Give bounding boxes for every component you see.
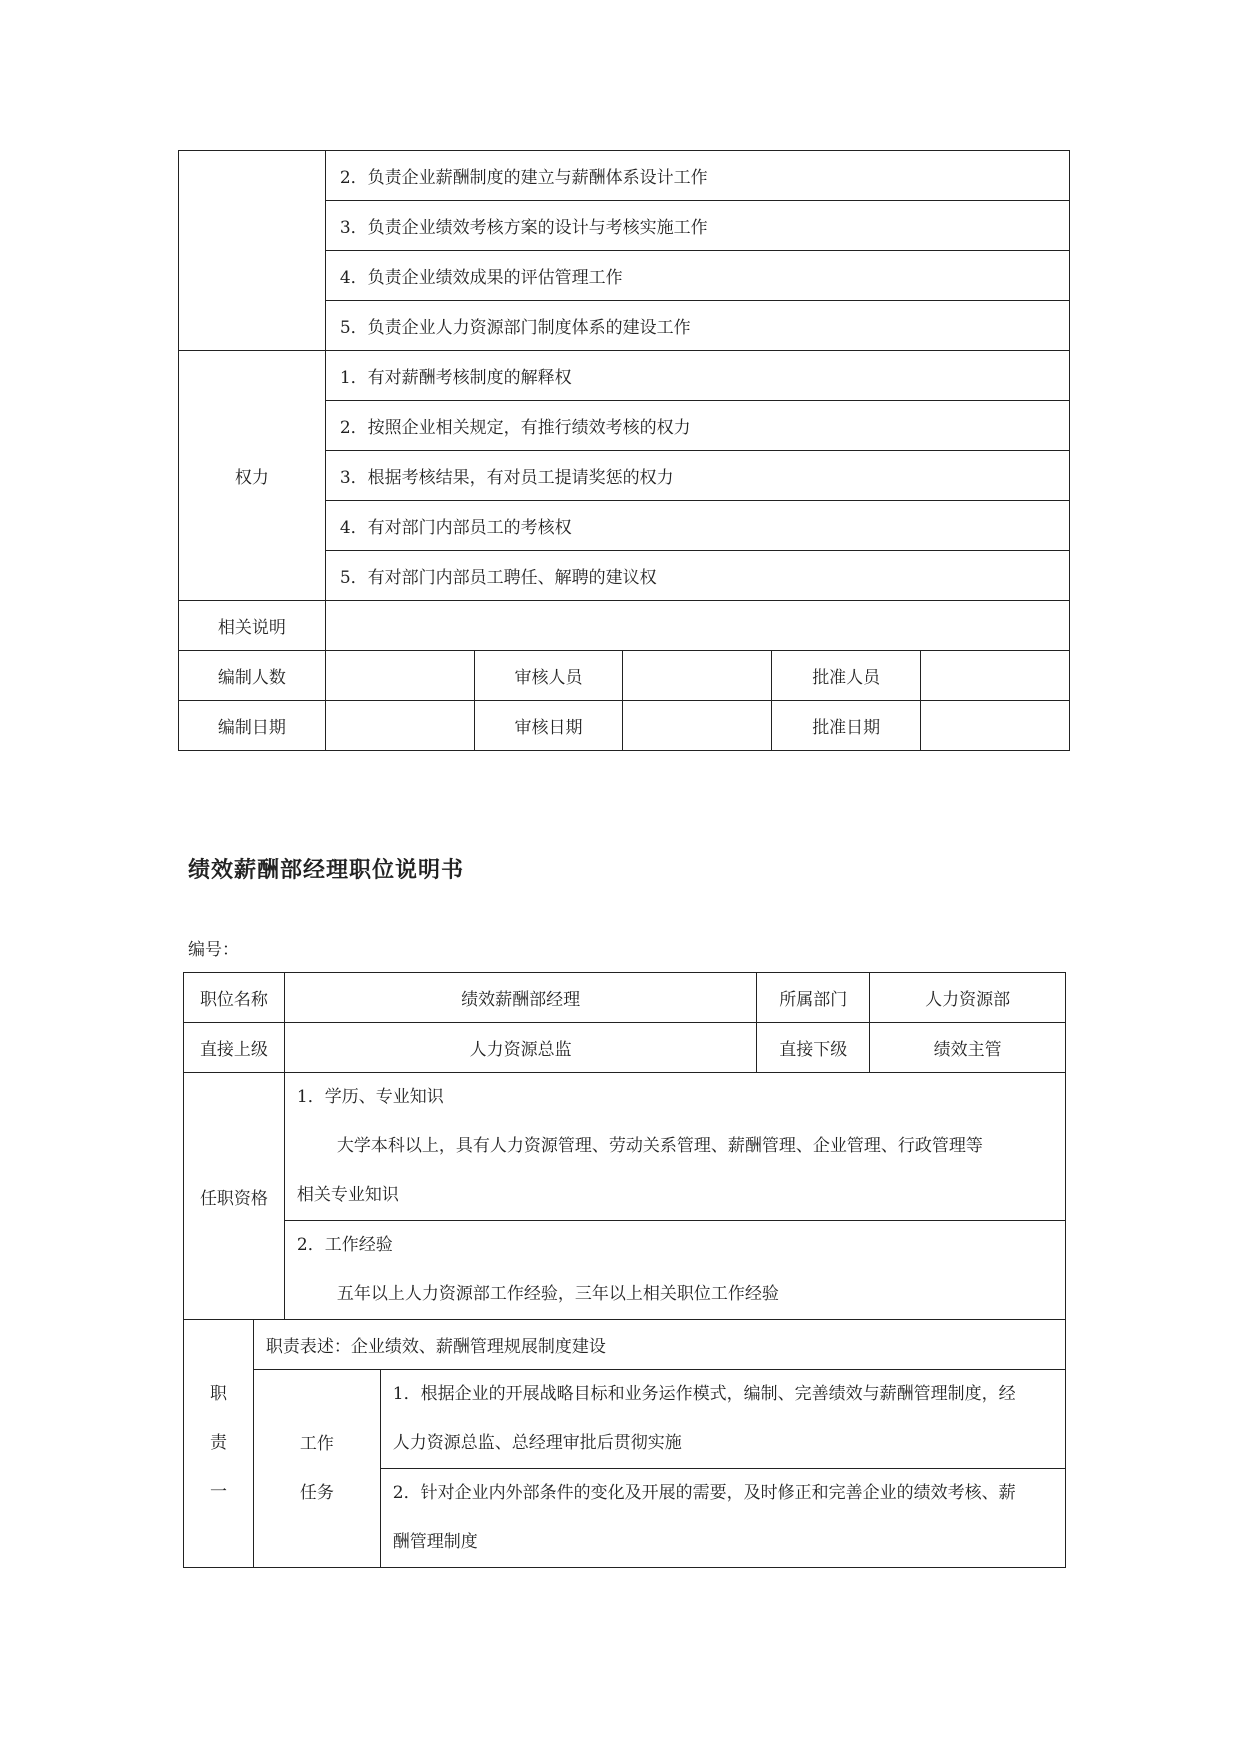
duty-one-label-char: 职 (209, 1384, 227, 1404)
work-task-text-cont: 酬管理制度 (392, 1532, 478, 1552)
qualification-education-text-cont: 相关专业知识 (296, 1185, 399, 1205)
reviewed-by-label: 审核人员 (474, 651, 623, 701)
prepared-date-value (325, 701, 474, 751)
subordinate-value: 绩效主管 (870, 1023, 1066, 1073)
power-item: 5．有对部门内部员工聘任、解聘的建议权 (325, 551, 1069, 601)
work-task-text: 2．针对企业内外部条件的变化及开展的需要，及时修正和完善企业的绩效考核、薪 (392, 1483, 1016, 1503)
power-item: 4．有对部门内部员工的考核权 (325, 501, 1069, 551)
reviewed-date-label: 审核日期 (474, 701, 623, 751)
power-item: 2．按照企业相关规定，有推行绩效考核的权力 (325, 401, 1069, 451)
work-task-text: 1．根据企业的开展战略目标和业务运作模式，编制、完善绩效与薪酬管理制度，经 (392, 1384, 1016, 1404)
power-label: 权力 (179, 351, 326, 601)
duty-one-label-char: 一 (209, 1482, 227, 1502)
reviewed-date-value (623, 701, 772, 751)
document-number-label: 编号： (188, 940, 239, 960)
superior-value: 人力资源总监 (284, 1023, 756, 1073)
notes-label: 相关说明 (179, 601, 326, 651)
qualification-experience-text: 五年以上人力资源部工作经验，三年以上相关职位工作经验 (336, 1284, 779, 1304)
work-task-label-line: 工作 (299, 1433, 334, 1454)
qualification-education-text: 大学本科以上，具有人力资源管理、劳动关系管理、薪酬管理、企业管理、行政管理等 (336, 1136, 983, 1156)
job-description-table-continued (178, 150, 1070, 751)
power-item: 1．有对薪酬考核制度的解释权 (325, 351, 1069, 401)
department-label: 所属部门 (757, 973, 870, 1023)
subordinate-label: 直接下级 (757, 1023, 870, 1073)
job-description-table (183, 972, 1066, 1568)
position-name-value: 绩效薪酬部经理 (284, 973, 756, 1023)
document-title: 绩效薪酬部经理职位说明书 (188, 857, 465, 883)
approved-by-label: 批准人员 (772, 651, 921, 701)
qualification-education-cell (284, 1073, 1065, 1221)
qualification-experience-cell (284, 1221, 1065, 1320)
approved-by-value (921, 651, 1070, 701)
duties-label-cell (179, 151, 326, 351)
duty-item: 4．负责企业绩效成果的评估管理工作 (325, 251, 1069, 301)
work-task-item (380, 1370, 1065, 1469)
duty-one-label-char: 责 (209, 1433, 227, 1453)
qualification-label: 任职资格 (184, 1073, 285, 1320)
department-value: 人力资源部 (870, 973, 1066, 1023)
work-task-text-cont: 人力资源总监、总经理审批后贯彻实施 (392, 1433, 682, 1453)
prepared-date-label: 编制日期 (179, 701, 326, 751)
notes-value (325, 601, 1069, 651)
prepared-by-label: 编制人数 (179, 651, 326, 701)
duty-item: 2．负责企业薪酬制度的建立与薪酬体系设计工作 (325, 151, 1069, 201)
qualification-education-title: 1．学历、专业知识 (296, 1087, 444, 1107)
approved-date-value (921, 701, 1070, 751)
duty-item: 5．负责企业人力资源部门制度体系的建设工作 (325, 301, 1069, 351)
duty-description: 职责表述：企业绩效、薪酬管理规展制度建设 (253, 1320, 1065, 1370)
duty-item: 3．负责企业绩效考核方案的设计与考核实施工作 (325, 201, 1069, 251)
position-name-label: 职位名称 (184, 973, 285, 1023)
reviewed-by-value (623, 651, 772, 701)
qualification-experience-title: 2．工作经验 (296, 1235, 393, 1255)
work-task-item (380, 1469, 1065, 1568)
power-item: 3．根据考核结果，有对员工提请奖惩的权力 (325, 451, 1069, 501)
superior-label: 直接上级 (184, 1023, 285, 1073)
duty-one-label (184, 1320, 254, 1568)
work-task-label (253, 1370, 380, 1568)
approved-date-label: 批准日期 (772, 701, 921, 751)
work-task-label-line: 任务 (299, 1482, 334, 1503)
prepared-by-value (325, 651, 474, 701)
